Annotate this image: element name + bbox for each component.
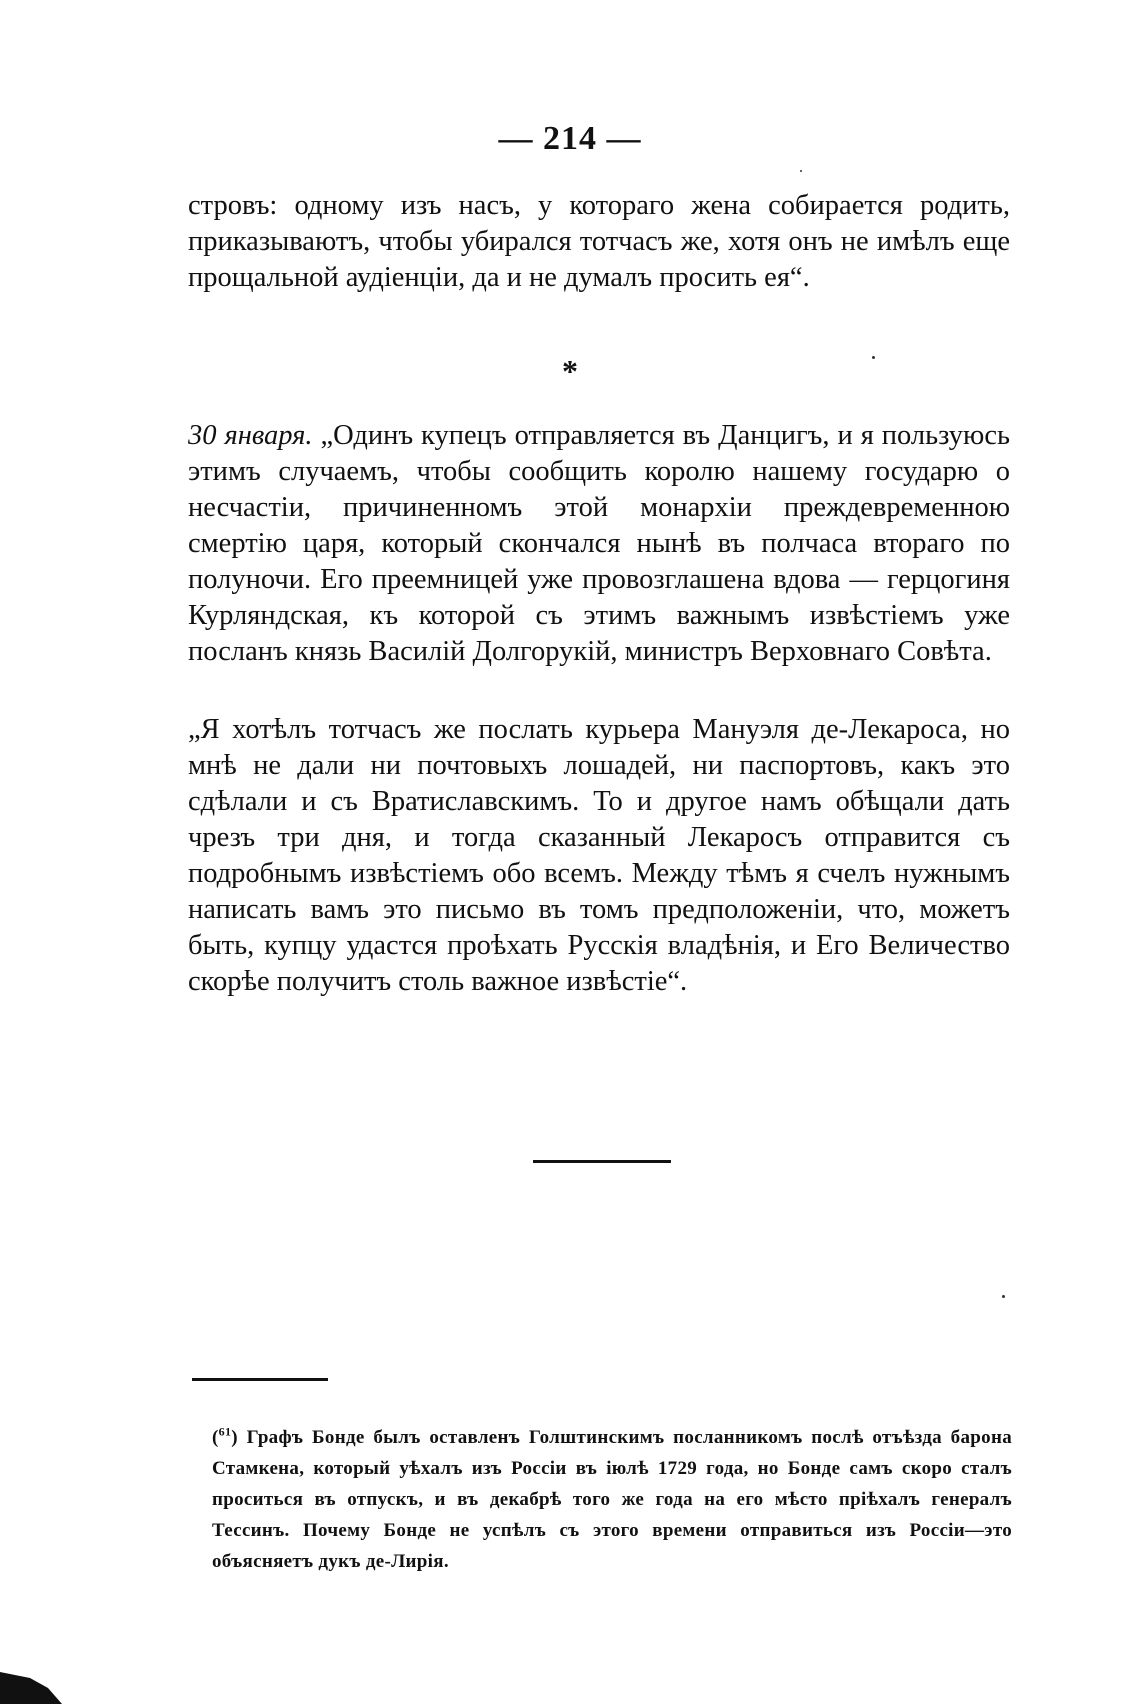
paragraph-text: „Одинъ купецъ отправляется въ Данцигъ, и я пользуюсь этимъ случаемъ, чтобы сообщить королю нашему государю о несчастіи, причиненномъ этой монархіи преждевременною смертію царя, который скончался нынѣ въ полчаса втораго по полуночи. Его преемницей уже провозглашена вдова — герцогиня Курляндская, къ которой съ этимъ важнымъ извѣстіемъ уже посланъ князь Василій Долгорукій, министръ Верховнаго Совѣта. (188, 420, 1010, 667)
print-speck (800, 170, 802, 172)
page-number: — 214 — (498, 120, 642, 157)
paragraph-dated-entry (188, 418, 1010, 670)
paragraph-text: „Я хотѣлъ тотчасъ же послать курьера Мануэля де-Лекароса, но мнѣ не дали ни почтовыхъ лошадей, ни паспортовъ, какъ это сдѣлали и съ Вратиславскимъ. То и другое намъ обѣщали дать чрезъ три дня, и тогда сказанный Лекаросъ отправится съ подробнымъ извѣстіемъ обо всемъ. Между тѣмъ я счелъ нужнымъ написать вамъ это письмо въ томъ предположеніи, что, можетъ быть, купцу удастся проѣхать Русскія владѣнія, и Его Величество скорѣе получитъ столь важное извѣстіе“. (188, 714, 1010, 997)
paragraph-continuation (188, 188, 1010, 296)
footnote-text: Графъ Бонде былъ оставленъ Голштинскимъ посланникомъ послѣ отъѣзда барона Стамкена, который уѣхалъ изъ Россіи въ іюлѣ 1729 года, но Бонде самъ скоро сталъ проситься въ отпускъ, и въ декабрѣ того же года на его мѣсто пріѣхалъ генералъ Тессинъ. Почему Бонде не успѣлъ съ этого времени отправиться изъ Россіи—это объясняетъ дукъ де-Лирія. (212, 1427, 1012, 1572)
footnote-marker: 61 (218, 1424, 232, 1439)
paragraph-letter (188, 712, 1010, 1000)
footnote-close-paren: ) (231, 1427, 238, 1448)
section-separator-rule (533, 1160, 671, 1163)
footnote-rule (192, 1378, 328, 1381)
print-speck (1002, 1295, 1005, 1298)
footnote (212, 1422, 1012, 1577)
page-corner-shadow-icon (0, 1648, 70, 1704)
entry-date: 30 января. (188, 420, 313, 451)
footnote-open-paren: ( (212, 1427, 219, 1448)
section-asterisk: * (562, 353, 578, 389)
print-speck (872, 356, 875, 359)
paragraph-text: стровъ: одному изъ насъ, у котораго жена собирается родить, приказываютъ, чтобы убирался тотчасъ же, хотя онъ не имѣлъ еще прощальной аудіенціи, да и не думалъ просить ея“. (188, 190, 1010, 293)
